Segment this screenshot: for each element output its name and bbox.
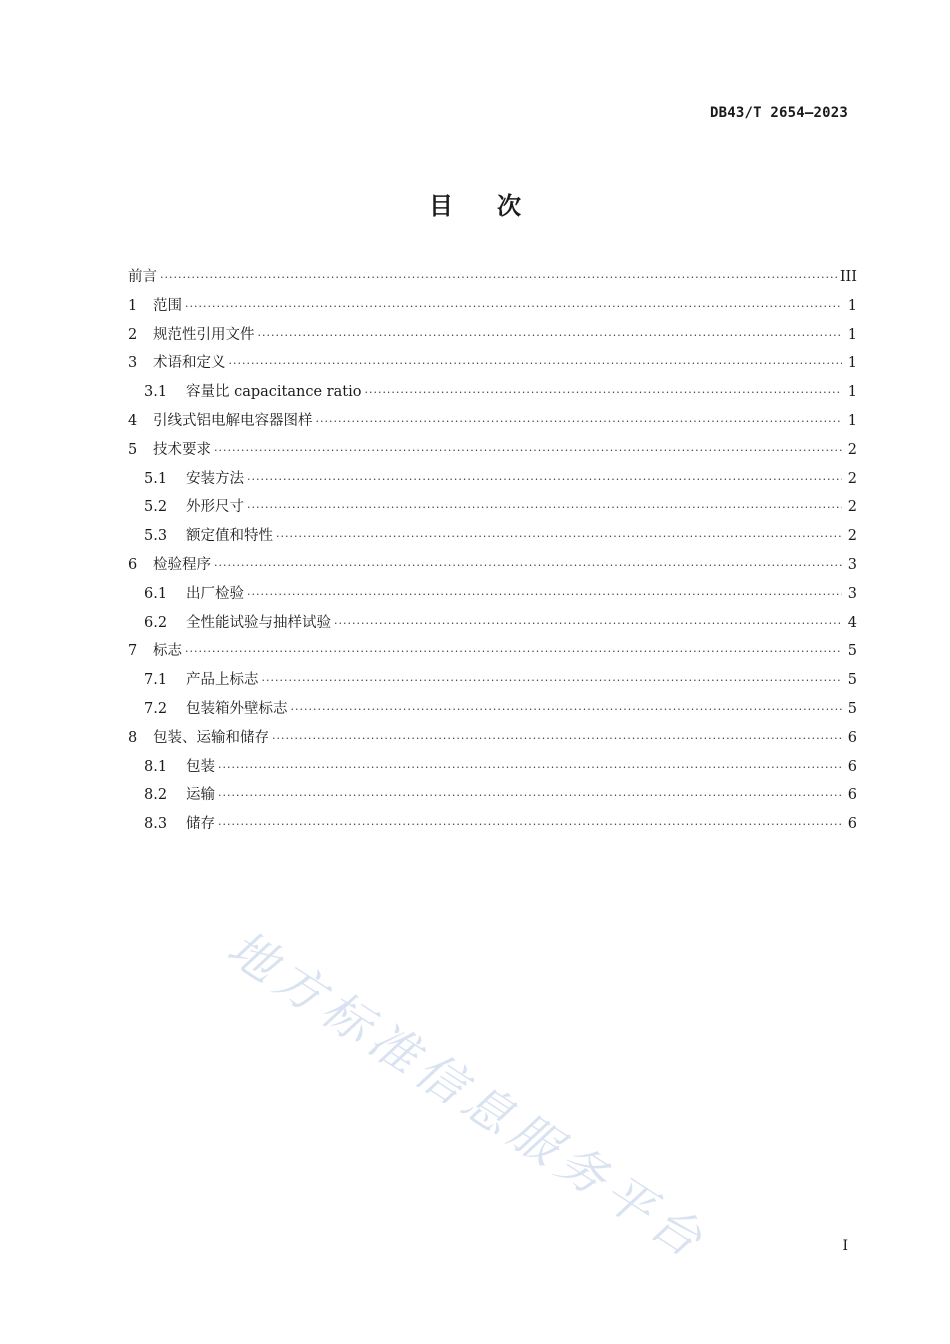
toc-title xyxy=(0,186,950,221)
toc-entry[interactable] xyxy=(128,467,857,496)
toc-entry[interactable] xyxy=(128,265,857,294)
toc-leader-dots xyxy=(218,789,842,802)
toc-entry[interactable] xyxy=(128,438,857,467)
watermark: 地方标准信息服务平台 xyxy=(217,919,718,1272)
toc-entry-label: 引线式铝电解电容器图样 xyxy=(153,412,313,429)
toc-entry-page: 1 xyxy=(847,297,857,314)
toc-entry-page: 4 xyxy=(847,614,857,631)
page-number: I xyxy=(842,1238,848,1254)
toc-leader-dots xyxy=(229,357,843,370)
toc-entry-number: 3.1 xyxy=(144,384,168,401)
toc-entry[interactable] xyxy=(128,553,857,582)
toc-leader-dots xyxy=(272,732,842,745)
toc-entry-number: 5.2 xyxy=(144,499,168,516)
document-code: DB43/T 2654—2023 xyxy=(709,105,848,121)
toc-entry-number: 7 xyxy=(128,643,138,660)
toc-entry-page: 2 xyxy=(847,528,857,545)
toc-entry-page: 2 xyxy=(847,441,857,458)
toc-entry[interactable] xyxy=(128,611,857,640)
toc-entry-label: 全性能试验与抽样试验 xyxy=(186,614,331,631)
toc-leader-dots xyxy=(247,501,842,514)
toc-entry-label: 包装、运输和储存 xyxy=(153,729,269,746)
toc-entry[interactable] xyxy=(128,495,857,524)
toc-leader-dots xyxy=(185,645,842,658)
toc-leader-dots xyxy=(364,386,842,399)
toc-entry[interactable] xyxy=(128,294,857,323)
toc-entry-label: 术语和定义 xyxy=(153,355,226,372)
toc-entry-page: 5 xyxy=(847,700,857,717)
toc-entry-number: 5 xyxy=(128,441,138,458)
toc-entry[interactable] xyxy=(128,323,857,352)
toc-entry-page: 5 xyxy=(847,672,857,689)
toc-leader-dots xyxy=(247,473,842,486)
toc-entry-label: 标志 xyxy=(153,643,182,660)
toc-entry[interactable] xyxy=(128,524,857,553)
toc-entry[interactable] xyxy=(128,697,857,726)
toc-entry-page: 6 xyxy=(847,816,857,833)
toc-entry-page: 6 xyxy=(847,729,857,746)
toc-leader-dots xyxy=(185,300,842,313)
toc-entry-page: 3 xyxy=(847,585,857,602)
toc-entry-label: 产品上标志 xyxy=(186,672,259,689)
toc-entry[interactable] xyxy=(128,351,857,380)
toc-leader-dots xyxy=(334,617,842,630)
toc-entry-label: 前言 xyxy=(128,269,157,285)
toc-entry-number: 2 xyxy=(128,326,138,343)
toc-title-part2: 次 xyxy=(497,192,521,220)
toc-entry[interactable] xyxy=(128,755,857,784)
toc-entry[interactable] xyxy=(128,726,857,755)
toc-leader-dots xyxy=(247,588,842,601)
toc-entry-page: 6 xyxy=(847,758,857,775)
toc-entry-label: 包装 xyxy=(186,758,215,775)
toc-entry-page: 1 xyxy=(847,412,857,429)
toc-title-part1: 目 xyxy=(429,192,453,220)
toc-leader-dots xyxy=(160,271,837,284)
toc-entry-number: 7.1 xyxy=(144,672,168,689)
toc-entry-number: 5.1 xyxy=(144,470,168,487)
toc-entry-label: 储存 xyxy=(186,816,215,833)
toc-leader-dots xyxy=(291,703,843,716)
toc-entry-page: 1 xyxy=(847,355,857,372)
toc-entry-page: 1 xyxy=(847,326,857,343)
toc-entry-number: 6.1 xyxy=(144,585,168,602)
toc-entry[interactable] xyxy=(128,668,857,697)
toc-entry-page: 1 xyxy=(847,384,857,401)
toc-entry[interactable] xyxy=(128,380,857,409)
toc-leader-dots xyxy=(218,761,842,774)
toc-entry-page: III xyxy=(839,269,857,285)
table-of-contents xyxy=(128,265,857,841)
toc-entry-number: 3 xyxy=(128,355,138,372)
toc-entry-label: 规范性引用文件 xyxy=(153,326,255,343)
toc-leader-dots xyxy=(214,559,842,572)
toc-entry-number: 1 xyxy=(128,297,138,314)
toc-entry-label: 包装箱外壁标志 xyxy=(186,700,288,717)
toc-entry-label: 容量比 capacitance ratio xyxy=(186,384,362,401)
toc-entry-number: 8.2 xyxy=(144,787,168,804)
toc-entry-number: 6.2 xyxy=(144,614,168,631)
toc-entry-page: 2 xyxy=(847,470,857,487)
toc-entry[interactable] xyxy=(128,639,857,668)
toc-entry[interactable] xyxy=(128,812,857,841)
toc-entry-label: 检验程序 xyxy=(153,556,211,573)
toc-entry-label: 额定值和特性 xyxy=(186,528,273,545)
toc-entry-number: 5.3 xyxy=(144,528,168,545)
toc-entry-number: 6 xyxy=(128,556,138,573)
toc-entry-label: 出厂检验 xyxy=(186,585,244,602)
toc-entry-page: 2 xyxy=(847,499,857,516)
toc-leader-dots xyxy=(214,444,842,457)
toc-leader-dots xyxy=(218,818,842,831)
toc-entry-label: 外形尺寸 xyxy=(186,499,244,516)
toc-entry[interactable] xyxy=(128,582,857,611)
toc-entry[interactable] xyxy=(128,783,857,812)
toc-entry-label: 范围 xyxy=(153,297,182,314)
toc-entry-page: 3 xyxy=(847,556,857,573)
toc-leader-dots xyxy=(316,415,843,428)
toc-entry-label: 安装方法 xyxy=(186,470,244,487)
toc-leader-dots xyxy=(258,329,843,342)
toc-leader-dots xyxy=(262,674,843,687)
toc-leader-dots xyxy=(276,530,842,543)
toc-entry-label: 运输 xyxy=(186,787,215,804)
toc-entry-number: 7.2 xyxy=(144,700,168,717)
toc-entry[interactable] xyxy=(128,409,857,438)
toc-entry-number: 8.1 xyxy=(144,758,168,775)
toc-entry-page: 6 xyxy=(847,787,857,804)
toc-entry-number: 8.3 xyxy=(144,816,168,833)
toc-entry-number: 4 xyxy=(128,412,138,429)
toc-entry-label: 技术要求 xyxy=(153,441,211,458)
toc-entry-number: 8 xyxy=(128,729,138,746)
toc-entry-page: 5 xyxy=(847,643,857,660)
